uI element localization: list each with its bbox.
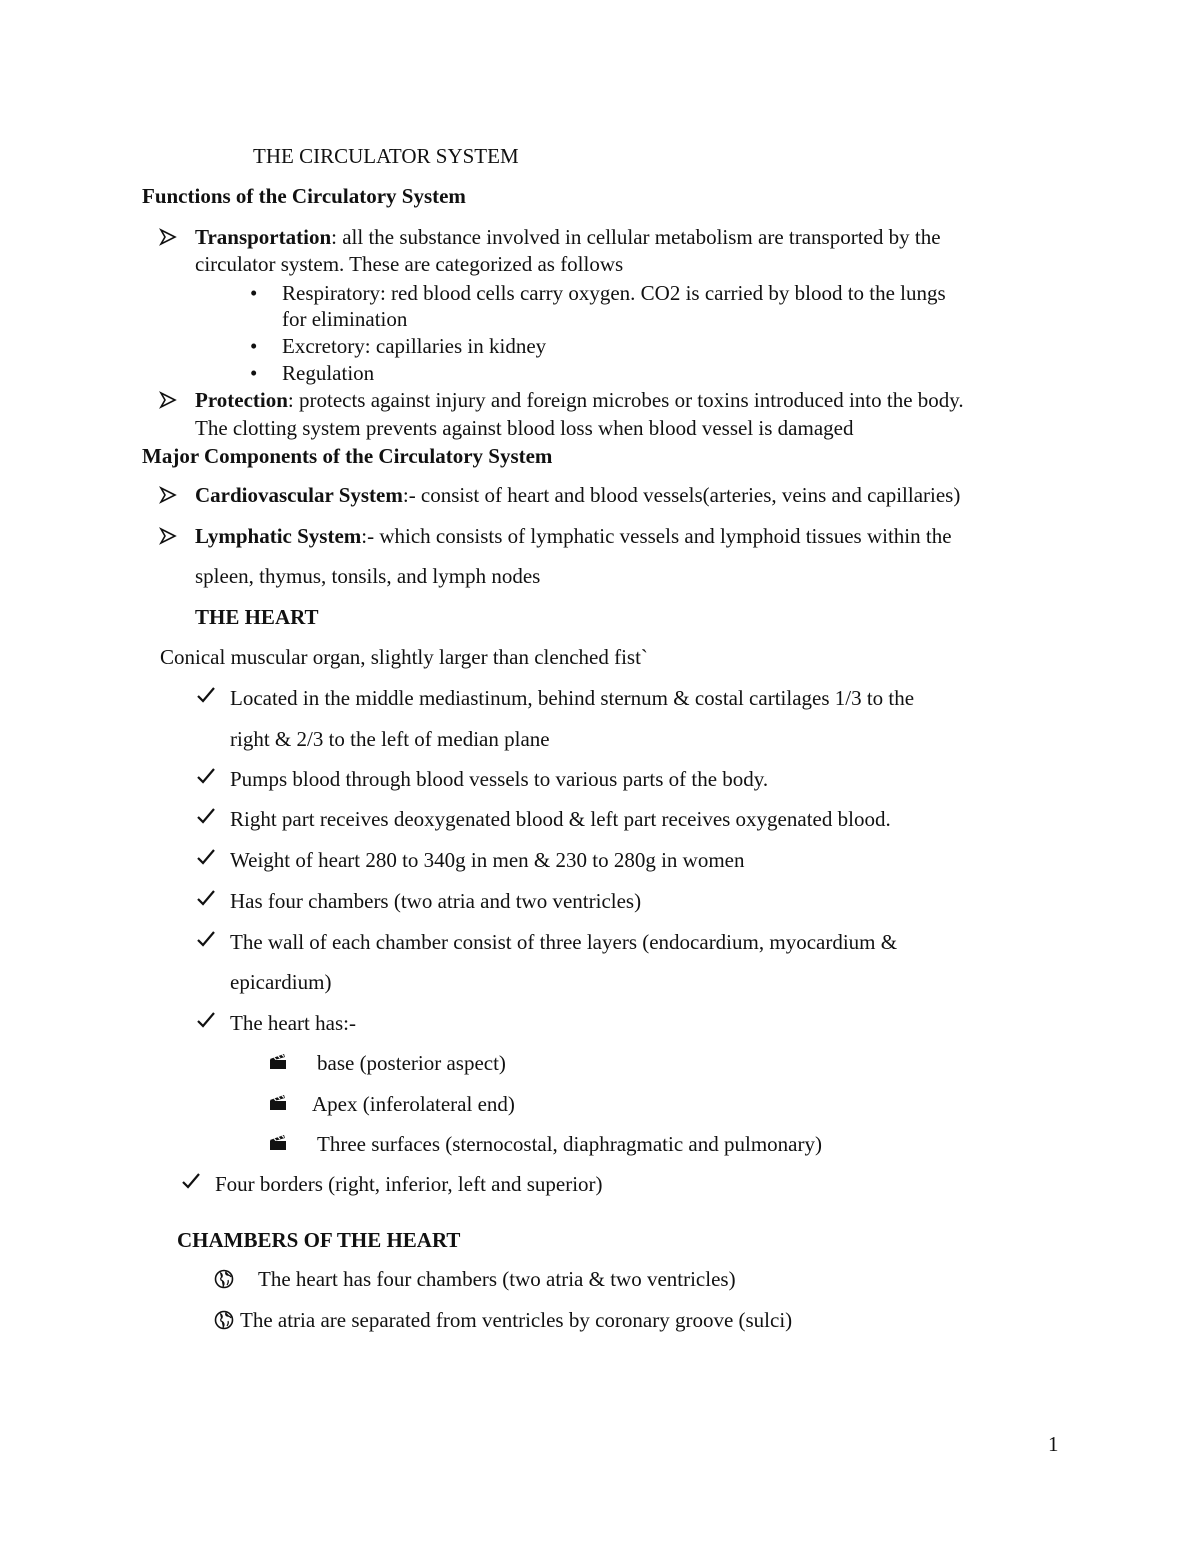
page-title: THE CIRCULATOR SYSTEM (253, 144, 519, 168)
heart-check-has: The heart has:- (230, 1011, 356, 1035)
clapperboard-icon (269, 1053, 287, 1070)
heart-check-borders: Four borders (right, inferior, left and superior) (215, 1172, 603, 1196)
globe-icon (214, 1269, 234, 1289)
chambers-item-four: The heart has four chambers (two atria & two ventricles) (258, 1267, 736, 1291)
list-item-respiratory-cont: for elimination (282, 307, 408, 331)
protection-label: Protection (195, 388, 288, 412)
protection-line-2: The clotting system prevents against blood loss when blood vessel is damaged (195, 416, 854, 440)
globe-icon (214, 1310, 234, 1330)
transportation-label: Transportation (195, 225, 332, 249)
checkmark-icon (197, 1012, 215, 1028)
list-item-excretory: Excretory: capillaries in kidney (282, 334, 547, 358)
lymphatic-text: :- which consists of lymphatic vessels and lymphoid tissues within the (361, 524, 952, 548)
cardiovascular-item (195, 485, 960, 506)
arrowhead-bullet-icon (160, 487, 176, 503)
heart-part-base: base (posterior aspect) (317, 1051, 506, 1075)
checkmark-icon (197, 687, 215, 703)
transportation-line-2: circulator system. These are categorized as follows (195, 252, 624, 276)
list-item-respiratory: Respiratory: red blood cells carry oxygen. CO2 is carried by blood to the lungs (282, 281, 946, 305)
cardiovascular-text: :- consist of heart and blood vessels(arteries, veins and capillaries) (402, 483, 961, 507)
lymphatic-item-cont: spleen, thymus, tonsils, and lymph nodes (195, 564, 541, 588)
heart-check-location: Located in the middle mediastinum, behind sternum & costal cartilages 1/3 to the (230, 686, 915, 710)
cardiovascular-label: Cardiovascular System (195, 483, 403, 507)
chambers-item-groove: The atria are separated from ventricles by coronary groove (sulci) (240, 1308, 793, 1332)
heart-check-chambers: Has four chambers (two atria and two ventricles) (230, 889, 642, 913)
heart-intro: Conical muscular organ, slightly larger than clenched fist` (160, 645, 648, 669)
arrowhead-bullet-icon (160, 229, 176, 245)
protection-line-1 (195, 390, 964, 411)
checkmark-icon (197, 849, 215, 865)
round-bullet-icon: • (250, 361, 258, 385)
clapperboard-icon (269, 1134, 287, 1151)
arrowhead-bullet-icon (160, 392, 176, 408)
round-bullet-icon: • (250, 281, 258, 305)
section-heading-chambers: CHAMBERS OF THE HEART (177, 1228, 461, 1252)
transportation-text: : all the substance involved in cellular metabolism are transported by the (331, 225, 941, 249)
round-bullet-icon: • (250, 334, 258, 358)
transportation-line-1 (195, 227, 941, 248)
checkmark-icon (197, 808, 215, 824)
lymphatic-item (195, 526, 952, 547)
checkmark-icon (197, 931, 215, 947)
lymphatic-label: Lymphatic System (195, 524, 362, 548)
clapperboard-icon (269, 1094, 287, 1111)
page-number: 1 (1048, 1432, 1059, 1456)
heart-part-surfaces: Three surfaces (sternocostal, diaphragmatic and pulmonary) (317, 1132, 822, 1156)
heart-check-wall: The wall of each chamber consist of three layers (endocardium, myocardium & (230, 930, 898, 954)
heart-check-pumps: Pumps blood through blood vessels to various parts of the body. (230, 767, 769, 791)
heart-check-wall-cont: epicardium) (230, 970, 332, 994)
list-item-regulation: Regulation (282, 361, 375, 385)
section-heading-heart: THE HEART (195, 605, 319, 629)
heart-check-parts: Right part receives deoxygenated blood & left part receives oxygenated blood. (230, 807, 891, 831)
heart-part-apex: Apex (inferolateral end) (312, 1092, 515, 1116)
checkmark-icon (197, 768, 215, 784)
checkmark-icon (197, 890, 215, 906)
heart-check-weight: Weight of heart 280 to 340g in men & 230 to 280g in women (230, 848, 745, 872)
heart-check-location-cont: right & 2/3 to the left of median plane (230, 727, 550, 751)
checkmark-icon (182, 1173, 200, 1189)
section-heading-functions: Functions of the Circulatory System (142, 184, 466, 208)
section-heading-components: Major Components of the Circulatory System (142, 444, 553, 468)
protection-text: : protects against injury and foreign microbes or toxins introduced into the body. (287, 388, 964, 412)
arrowhead-bullet-icon (160, 528, 176, 544)
